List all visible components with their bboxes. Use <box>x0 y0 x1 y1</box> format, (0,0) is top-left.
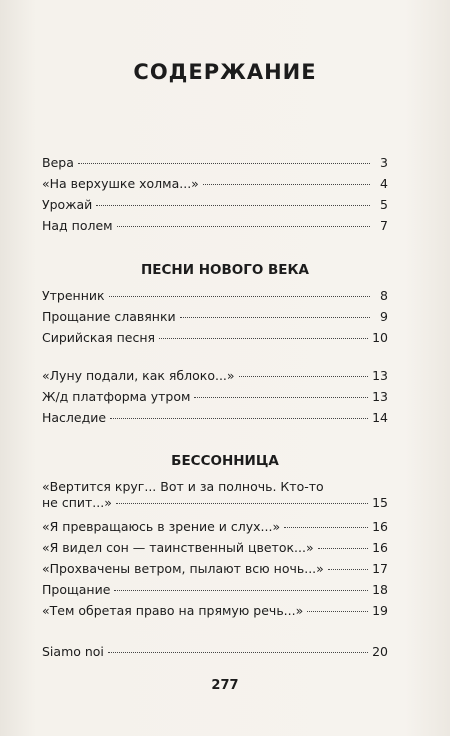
entry-title: Вера <box>42 155 74 170</box>
entry-title: Утренник <box>42 288 105 303</box>
toc-entry <box>42 197 388 213</box>
entry-page: 14 <box>372 410 388 425</box>
toc-entry <box>42 561 388 577</box>
entry-title: Наследие <box>42 410 107 425</box>
entry-page: 4 <box>380 176 388 191</box>
entry-title: не спит...» <box>42 495 112 510</box>
entry-page: 20 <box>372 644 388 659</box>
entry-title: Урожай <box>42 197 93 212</box>
toc-entry <box>42 288 388 304</box>
entry-page: 19 <box>372 603 388 618</box>
toc-entry <box>42 479 388 511</box>
leader-dots <box>203 184 370 185</box>
leader-dots <box>307 611 368 612</box>
toc-entry <box>42 519 388 535</box>
entry-title: «Я превращаюсь в зрение и слух...» <box>42 519 281 534</box>
entry-title: «Луну подали, как яблоко...» <box>42 368 235 383</box>
entry-page: 16 <box>372 519 388 534</box>
entry-page: 7 <box>380 218 388 233</box>
leader-dots <box>109 296 370 297</box>
entry-title: «Я видел сон — таинственный цветок...» <box>42 540 314 555</box>
leader-dots <box>318 548 368 549</box>
toc-entry <box>42 155 388 171</box>
entry-page: 3 <box>380 155 388 170</box>
entry-page: 9 <box>380 309 388 324</box>
leader-dots <box>114 590 368 591</box>
entry-title: Прощание славянки <box>42 309 176 324</box>
entry-title: «Прохвачены ветром, пылают всю ночь...» <box>42 561 324 576</box>
leader-dots <box>117 226 370 227</box>
toc-entry <box>42 389 388 405</box>
entry-page: 5 <box>380 197 388 212</box>
leader-dots <box>159 338 368 339</box>
toc-entry <box>42 218 388 234</box>
entry-page: 13 <box>372 368 388 383</box>
entry-page: 8 <box>380 288 388 303</box>
entry-page: 13 <box>372 389 388 404</box>
leader-dots <box>194 397 368 398</box>
entry-page: 16 <box>372 540 388 555</box>
toc-entry <box>42 309 388 325</box>
toc-entry <box>42 603 388 619</box>
leader-dots <box>116 503 368 504</box>
toc-entry <box>42 330 388 346</box>
leader-dots <box>180 317 370 318</box>
entry-page: 10 <box>372 330 388 345</box>
toc-title: СОДЕРЖАНИЕ <box>133 60 317 84</box>
toc-entry <box>42 368 388 384</box>
toc-entry <box>42 582 388 598</box>
leader-dots <box>78 163 370 164</box>
leader-dots <box>96 205 370 206</box>
entry-title: Прощание <box>42 582 111 597</box>
entry-title: «На верхушке холма...» <box>42 176 199 191</box>
entry-page: 15 <box>372 495 388 510</box>
toc-entry <box>42 644 388 660</box>
entry-page: 17 <box>372 561 388 576</box>
page-number: 277 <box>211 678 239 693</box>
leader-dots <box>328 569 368 570</box>
entry-title: «Тем обретая право на прямую речь...» <box>42 603 304 618</box>
leader-dots <box>284 527 368 528</box>
toc-entry <box>42 176 388 192</box>
leader-dots <box>110 418 368 419</box>
entry-page: 18 <box>372 582 388 597</box>
entry-title: Siamo noi <box>42 644 104 659</box>
toc-entry <box>42 410 388 426</box>
entry-title-line1: «Вертится круг... Вот и за полночь. Кто-то <box>42 479 324 494</box>
entry-title: Ж/д платформа утром <box>42 389 191 404</box>
toc-entry <box>42 540 388 556</box>
section-heading: ПЕСНИ НОВОГО ВЕКА <box>140 262 310 278</box>
entry-title: Над полем <box>42 218 113 233</box>
section-heading: БЕССОННИЦА <box>171 453 279 469</box>
leader-dots <box>108 652 368 653</box>
entry-title: Сирийская песня <box>42 330 156 345</box>
leader-dots <box>239 376 369 377</box>
